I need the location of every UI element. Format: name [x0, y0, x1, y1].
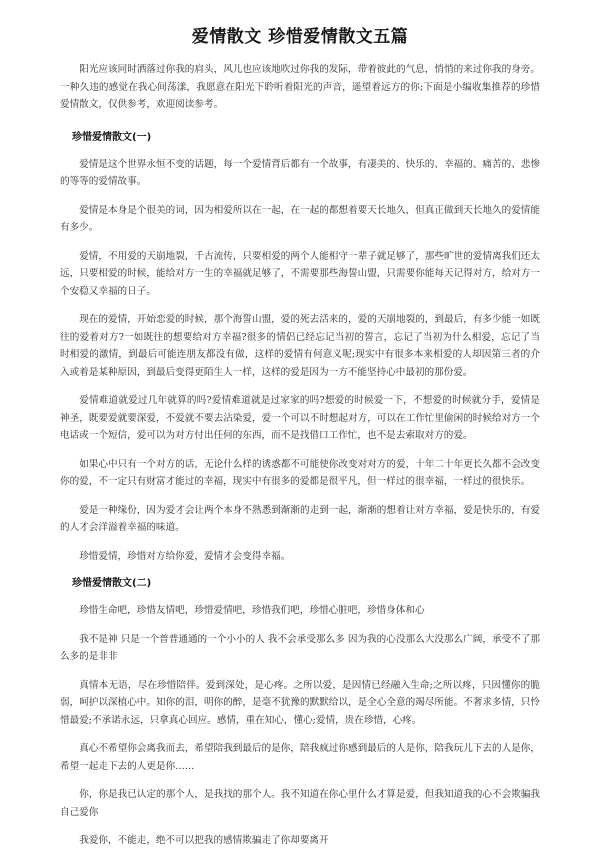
paragraph: 珍惜生命吧，珍惜友情吧，珍惜爱情吧，珍惜我们吧，珍惜心脏吧，珍惜身体和心 [79, 605, 425, 616]
section-one [60, 130, 540, 566]
document-title: 爱情散文 珍惜爱情散文五篇 [191, 27, 409, 47]
paragraph: 爱情是本身是个很美的词，因为相爱所以在一起，在一起的都想着要天长地久，但真正做到天长地久的爱情能有多少。 [60, 204, 540, 233]
section-heading: 珍惜爱情散文(二) [72, 578, 152, 589]
paragraph: 爱情难道就爱过几年就算的吗?爱情难道就是过家家的吗?想爱的时候爱一下，不想爱的时候就分手，爱情是神圣，既要爱就要深爱，不爱就不要去沾染爱，爱一个可以不时想起对方，可以在工作忙里偷闲的时候给对方一个电话或一个短信，爱可以为对方付出任何的东西，而不是找借口工作忙，也不是去索取对方的爱。 [60, 395, 540, 441]
paragraph: 你，你是我已认定的那个人，是我找的那个人。我不知道在你心里什么才算是爱，但我知道我的心不会欺骗我自己爱你 [60, 789, 540, 818]
paragraph: 爱是一种缘份，因为爱才会让两个本身不熟悉到渐渐的走到一起，渐渐的想着让对方幸福，爱是快乐的，有爱的人才会洋溢着幸福的味道。 [60, 504, 540, 533]
paragraph: 现在的爱情，开始恋爱的时候，那个海誓山盟，爱的死去活来的，爱的天崩地裂的，到最后，有多少能一如既往的爱着对方?一如既往的想要给对方幸福?很多的情侣已经忘记当初的誓言，忘记了当初为什么相爱，忘记了当时相爱的激情，到最后可能连朋友都没有做，这样的爱情有何意义呢;现实中有很多本来相爱的人却因第三者的介入或着是某种原因，到最后变得更陌生人一样，这样的爱是因为一方不能坚持心中最初的那份爱。 [60, 314, 540, 378]
intro-paragraph: 阳光应该同时洒落过你我的肩头，风儿也应该地吹过你我的发际，带着彼此的气息，悄悄的来过你我的身旁。一种久违的感觉在我心间荡漾，我愿意在阳光下聆听着阳光的声音，遥望着远方的你;下面是小编收集推荐的珍惜爱情散文，仅供参考，欢迎阅读参考。 [60, 64, 540, 110]
section-two [60, 576, 540, 850]
section-heading: 珍惜爱情散文(一) [72, 131, 152, 143]
paragraph: 爱情是这个世界永恒不变的话题，每一个爱情背后都有一个故事，有凄美的、快乐的、幸福的、痛苦的、悲惨的等等的爱情故事。 [60, 158, 540, 187]
paragraph: 真心不希望你会离我而去，希望陪我到最后的是你，陪我疯过你感到最后的人是你，陪我玩儿下去的人是你，希望一起走下去的人更是你…… [60, 743, 540, 772]
paragraph: 我不是神 只是一个普普通通的一个小小的人 我不会承受那么多 因为我的心没那么大没那么广阔，承受不了那么多的是非非 [60, 633, 540, 662]
paragraph: 珍惜爱情，珍惜对方给你爱，爱情才会变得幸福。 [79, 550, 291, 562]
paragraph: 如果心中只有一个对方的话，无论什么样的诱惑都不可能使你改变对对方的爱，十年二十年更长久都不会改变你的爱，不一定只有财富才能过的幸福，现实中有很多的爱都是很平凡，但一样过的很幸福，一样过的很快乐。 [60, 458, 540, 487]
paragraph: 真情本无语，尽在珍惜陪伴。爱到深处，是心疼。之所以爱，是因情已经融入生命;之所以疼，只因懂你的脆弱，呵护以深植心中。知你的泪，明你的醉，是毫不犹豫的默默给以，是全心全意的竭尽所能。不奢求多情，只怜惜最爱;不承诺永远，只拿真心回应。感情，重在知心，懂心;爱情，贵在珍惜，心疼。 [60, 679, 540, 726]
paragraph: 我爱你，不能走，绝不可以把我的感情欺骗走了你却要离开 [79, 835, 329, 846]
paragraph: 爱情，不用爱的天崩地裂，千古流传，只要相爱的两个人能相守一辈子就足够了，那些旷世的爱情离我们还太远，只要相爱的时候，能给对方一生的幸福就足够了，不需要那些海誓山盟，只需要你能每天记得对方，给对方一个安稳又幸福的日子。 [60, 250, 540, 297]
